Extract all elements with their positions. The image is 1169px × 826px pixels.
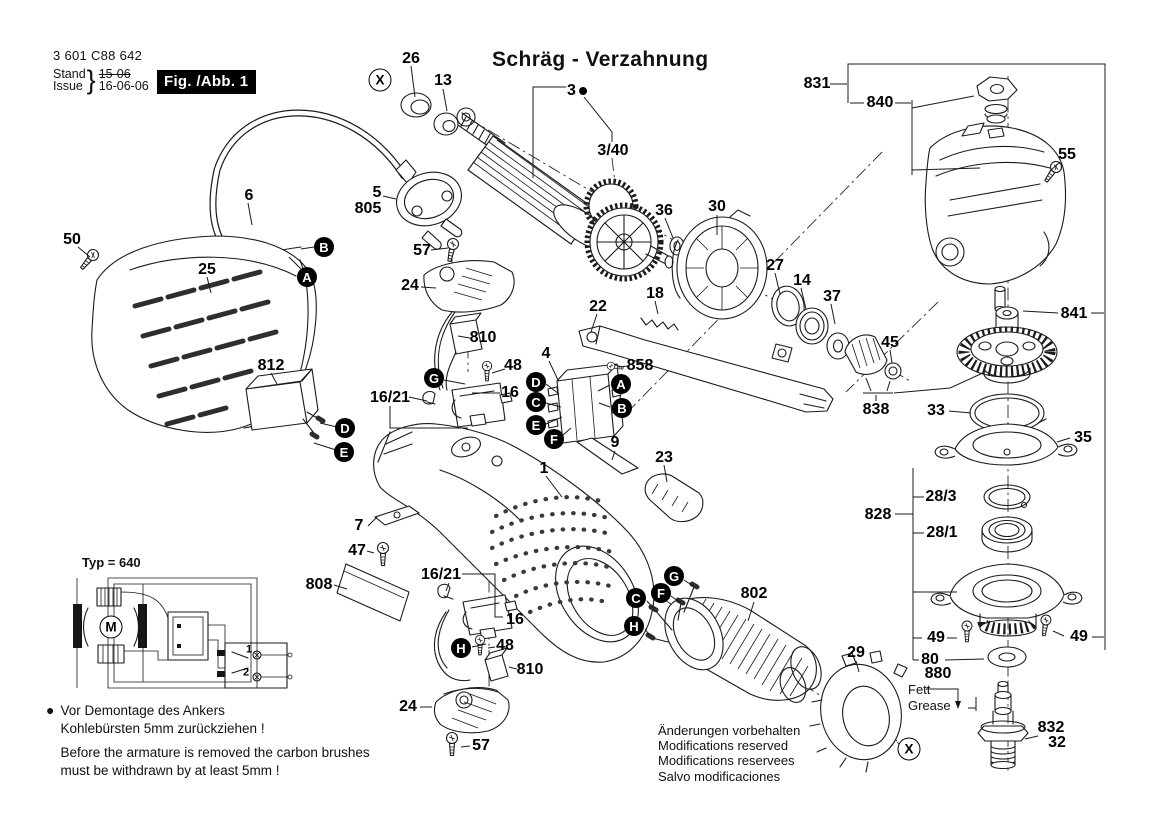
footer-line-de: Änderungen vorbehalten	[658, 723, 801, 738]
baffle-ring-29	[810, 651, 910, 772]
callout-7: 7	[354, 517, 364, 534]
note-en-line2: must be withdrawn by at least 5mm !	[60, 763, 280, 778]
callout-16: 16	[506, 611, 524, 628]
note-de-line2: Kohlebürsten 5mm zurückziehen !	[60, 721, 265, 736]
callout-29: 29	[847, 644, 865, 661]
circlip-28-3	[984, 485, 1030, 509]
fan-baffle-30	[672, 210, 767, 319]
callout-b: B	[612, 398, 632, 418]
page-title: Schräg - Verzahnung	[492, 48, 709, 71]
callout-858: 858	[626, 357, 654, 374]
callout-805: 805	[354, 200, 382, 217]
callout-16-21: 16/21	[369, 389, 411, 406]
callout-16: 16	[501, 384, 519, 401]
callout-840: 840	[866, 94, 894, 111]
callout-47: 47	[348, 542, 366, 559]
callout-35: 35	[1074, 429, 1092, 446]
callout-880: 880	[924, 665, 952, 682]
callout-e: E	[334, 442, 354, 462]
armature-assembly	[455, 108, 673, 279]
stand-value: 15-06	[98, 67, 131, 81]
grease-note-de: Fett	[908, 682, 931, 697]
spring-18	[641, 318, 678, 330]
callout-d: D	[335, 418, 355, 438]
part-number: 3 601 C88 642	[53, 48, 143, 63]
callout-50: 50	[63, 231, 81, 248]
bearing-28-1	[982, 517, 1032, 552]
callout-48: 48	[504, 357, 522, 374]
callout-f: F	[544, 429, 564, 449]
footer-line-en: Modifications reserved	[658, 738, 789, 754]
callout-6: 6	[244, 187, 254, 204]
grease-arrowhead	[955, 701, 961, 709]
callout-4: 4	[541, 345, 551, 362]
callout-c: C	[626, 588, 646, 608]
callout-810: 810	[516, 661, 544, 678]
callout-x: X	[898, 738, 921, 761]
cap-nut	[977, 77, 1017, 101]
callout-3: 3	[567, 83, 587, 99]
callout-1: 1	[245, 643, 253, 656]
callout-49: 49	[1070, 628, 1088, 645]
callout-18: 18	[646, 285, 664, 302]
gear-head-housing	[925, 123, 1065, 284]
callout-g: G	[424, 368, 444, 388]
callout-m: M	[100, 616, 123, 639]
callout-24: 24	[401, 277, 419, 294]
callout-9: 9	[610, 434, 620, 451]
callout-49: 49	[927, 629, 945, 646]
callout-a: A	[297, 267, 317, 287]
stand-label: Stand	[53, 67, 86, 81]
spindle-832	[978, 682, 1028, 769]
callout-812: 812	[257, 357, 285, 374]
plate-9	[577, 438, 638, 474]
bevel-gear-wheel	[957, 327, 1057, 383]
callout-802: 802	[740, 585, 768, 602]
schematic-type-label: Typ = 640	[82, 555, 141, 570]
callout-h: H	[451, 638, 471, 658]
callout-f: F	[651, 583, 671, 603]
grease-note-en: Grease	[908, 698, 951, 713]
callout-24: 24	[399, 698, 417, 715]
note-de-line1: Vor Demontage des Ankers	[60, 703, 225, 718]
filled-dot-icon	[579, 87, 587, 95]
issue-label: Issue	[53, 79, 83, 93]
callout-22: 22	[589, 298, 607, 315]
callout-27: 27	[766, 257, 784, 274]
callout-5: 5	[372, 184, 382, 201]
footer-line-es: Salvo modificaciones	[658, 768, 781, 784]
callout-c: C	[526, 392, 546, 412]
figure-label: Fig. /Abb. 1	[157, 70, 256, 94]
callout-h: H	[624, 616, 644, 636]
callout-25: 25	[198, 261, 216, 278]
callout-831: 831	[803, 75, 831, 92]
callout-14: 14	[793, 272, 811, 289]
modifications-footer	[658, 723, 800, 784]
footer-line-fr: Modifications reservees	[658, 753, 795, 769]
callout-g: G	[664, 566, 684, 586]
callout-57: 57	[472, 737, 490, 754]
callout-838: 838	[862, 401, 890, 418]
brush-warning-note	[46, 702, 370, 780]
callout-23: 23	[655, 449, 673, 466]
callout-45: 45	[881, 334, 899, 351]
callout-832: 832	[1037, 719, 1065, 736]
callout-808: 808	[305, 576, 333, 593]
callout-1: 1	[539, 460, 549, 477]
callout-a: A	[611, 374, 631, 394]
plate-7	[375, 506, 419, 525]
callout-b: B	[314, 237, 334, 257]
brace-glyph: }	[86, 65, 96, 95]
callout-26: 26	[402, 50, 420, 67]
callout-13: 13	[434, 72, 452, 89]
slider-23	[645, 474, 703, 522]
callout-d: D	[526, 372, 546, 392]
flange-plate-35	[935, 424, 1077, 465]
callout-57: 57	[413, 242, 431, 259]
bearing-flange-80	[931, 564, 1082, 636]
callout-80: 80	[921, 651, 939, 668]
callout-32: 32	[1048, 734, 1066, 751]
callout-2: 2	[242, 666, 250, 679]
brush-cover-24-bottom	[434, 688, 509, 733]
callout-37: 37	[823, 288, 841, 305]
callout-e: E	[526, 415, 546, 435]
brush-cover-24-top	[424, 261, 514, 312]
stator-802	[648, 584, 827, 706]
note-bullet-icon: ●	[46, 702, 55, 718]
carbon-brush-810-top	[446, 313, 482, 390]
callout-30: 30	[708, 198, 726, 215]
callout-55: 55	[1058, 146, 1076, 163]
grease-note	[908, 682, 951, 714]
drawing-meta	[53, 48, 149, 95]
issue-value: 16-06-06	[98, 79, 149, 93]
callout-28-3: 28/3	[925, 488, 957, 505]
callout-810: 810	[469, 329, 497, 346]
callout-48: 48	[496, 637, 514, 654]
callout-3-40: 3/40	[597, 142, 629, 159]
callout-841: 841	[1060, 305, 1088, 322]
callout-16-21: 16/21	[420, 566, 462, 583]
note-en-line1: Before the armature is removed the carbon brushes	[60, 745, 370, 760]
suppressor-812	[246, 369, 323, 437]
callout-x: X	[369, 69, 392, 92]
callout-28-1: 28/1	[926, 524, 958, 541]
callout-33: 33	[927, 402, 945, 419]
callout-828: 828	[864, 506, 892, 523]
callout-36: 36	[655, 202, 673, 219]
